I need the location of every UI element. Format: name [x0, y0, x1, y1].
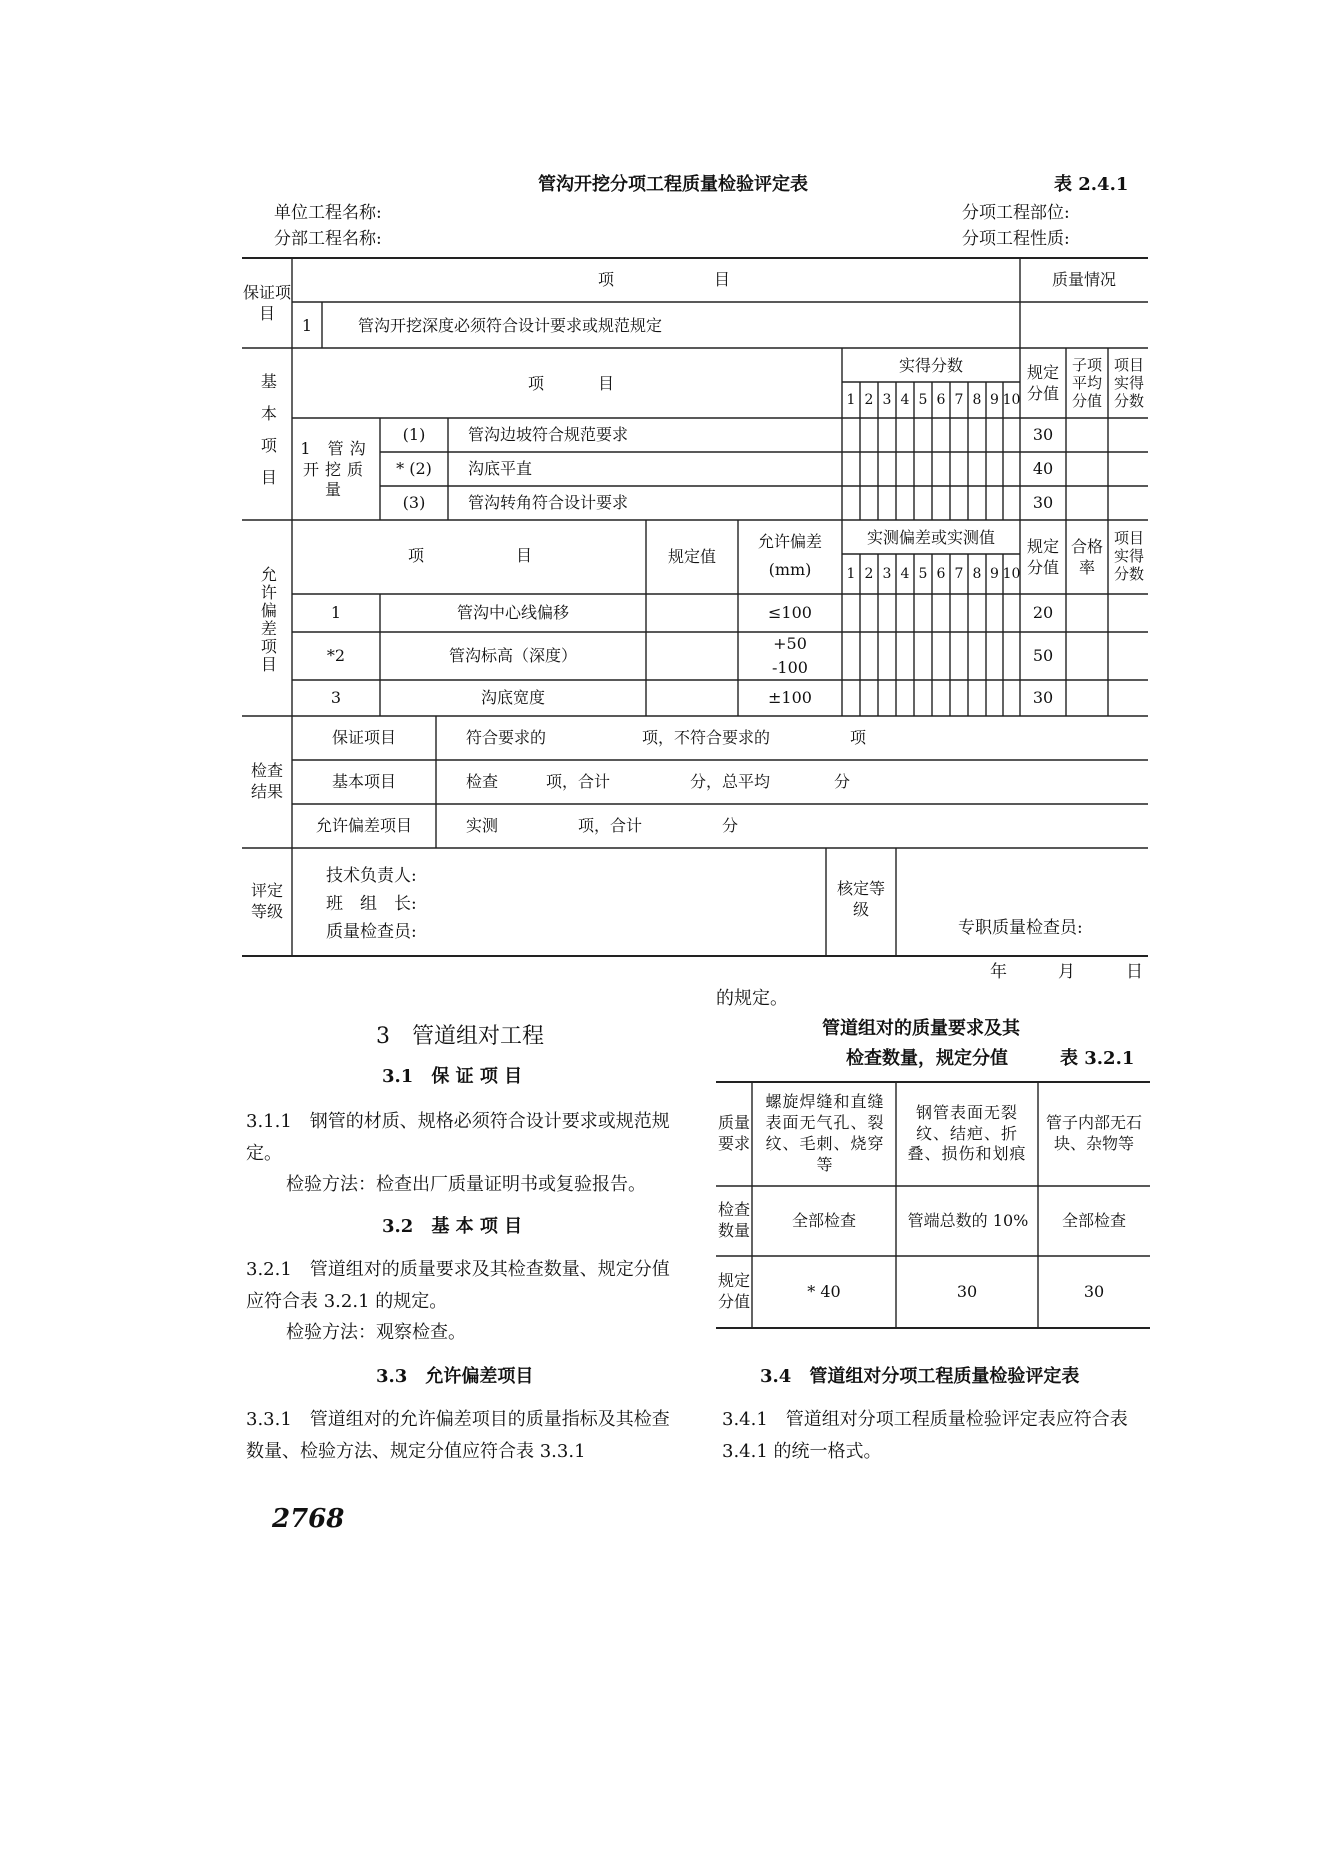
basic-digit-row: 1 2 3 4 5 6 7 8 9 10 — [846, 391, 1021, 408]
cr-basic-label: 基本项目 — [331, 771, 396, 791]
t321-row-2-head: 检查数量 — [717, 1200, 750, 1240]
tol-header-mu: 目 — [515, 545, 532, 565]
cr-guarantee-text: 符合要求的 项，不符合要求的 项 — [466, 727, 867, 747]
cr-tol-text: 实测 项，合计 分 — [466, 815, 739, 835]
sub-avg-header: 子项平均分值 — [1071, 356, 1102, 410]
date-line: 年 月 日 — [990, 962, 1143, 982]
t321-row-1-c2: 钢管表面无裂纹、结疤、折叠、损伤和划痕 — [907, 1102, 1027, 1164]
header-xiang: 项 — [597, 269, 614, 289]
tolerance-header: 允许偏差 — [757, 531, 822, 551]
basic-row-1-text: 管沟边坡符合规范要求 — [468, 424, 629, 444]
sub-part-project-label: 分部工程名称: — [274, 229, 382, 249]
tol-row-1-score: 20 — [1032, 602, 1054, 622]
t321-row-3-c3: 30 — [1083, 1281, 1105, 1301]
verify-grade-label: 核定等级 — [836, 879, 885, 919]
t321-row-2-c1: 全部检查 — [791, 1210, 856, 1230]
tol-header-xiang: 项 — [407, 545, 424, 565]
header-mu: 目 — [713, 269, 730, 289]
tol-row-3-score: 30 — [1032, 687, 1054, 707]
basic-section-label: 基本项目 — [258, 373, 278, 501]
check-result-label: 检查结果 — [250, 761, 283, 801]
basic-row-2-score: 40 — [1032, 458, 1054, 478]
t321-row-1-c3: 管子内部无石块、杂物等 — [1046, 1113, 1143, 1153]
guarantee-section-label: 保证项目 — [242, 283, 291, 323]
tol-item-actual-header: 项目实得分数 — [1113, 529, 1144, 583]
t321-row-2-c3: 全部检查 — [1061, 1210, 1126, 1230]
t321-row-1-c1: 螺旋焊缝和直缝表面无气孔、裂纹、毛刺、烧穿等 — [765, 1092, 885, 1174]
section-3-1-heading: 3.1 保 证 项 目 — [382, 1066, 523, 1087]
t321-row-2-c2: 管端总数的 10% — [907, 1210, 1029, 1230]
measured-header: 实测偏差或实测值 — [866, 527, 995, 547]
tol-row-2-score: 50 — [1032, 645, 1054, 665]
chapter-heading: 3 管道组对工程 — [376, 1024, 544, 1049]
table-number: 表 2.4.1 — [1054, 174, 1129, 195]
section-3-2-heading: 3.2 基 本 项 目 — [382, 1216, 523, 1237]
spec-score-header: 规定分值 — [1026, 363, 1059, 403]
t321-row-3-head: 规定分值 — [717, 1271, 750, 1311]
continuation-text: 的规定。 — [716, 988, 788, 1009]
section-3-4-heading: 3.4 管道组对分项工程质量检验评定表 — [760, 1366, 1080, 1387]
tolerance-section-label: 允许偏差项目 — [258, 566, 278, 674]
tech-lead-label: 技术负责人: — [326, 866, 417, 886]
basic-row-3-text: 管沟转角符合设计要求 — [468, 492, 629, 512]
tol-row-3-tol: ±100 — [768, 687, 812, 707]
basic-group-label: 1 管沟开挖质量 — [300, 438, 372, 500]
tol-spec-score-header: 规定分值 — [1026, 537, 1059, 577]
clause-3-3-1: 3.3.1 管道组对的允许偏差项目的质量指标及其检查数量、检验方法、规定分值应符合表 3.3.1 — [246, 1409, 670, 1462]
basic-row-1-no: (1) — [402, 424, 426, 444]
section-3-3-heading: 3.3 允许偏差项目 — [376, 1366, 534, 1387]
t321-row-1-head: 质量要求 — [717, 1113, 750, 1153]
inspector-label: 质量检查员: — [326, 922, 417, 942]
t321-row-3-c1: * 40 — [807, 1281, 841, 1301]
basic-header-xiang: 项 — [527, 373, 544, 393]
basic-row-1-score: 30 — [1032, 424, 1054, 444]
tol-row-3-no: 3 — [330, 687, 342, 707]
item-nature-label: 分项工程性质: — [962, 229, 1070, 249]
basic-header-mu: 目 — [597, 373, 614, 393]
unit-project-label: 单位工程名称: — [274, 203, 382, 223]
item-actual-header: 项目实得分数 — [1113, 356, 1144, 410]
quality-status-header: 质量情况 — [1051, 269, 1116, 289]
tolerance-mm: (mm) — [768, 559, 812, 579]
table-3-2-1-title-2: 检查数量，规定分值 — [846, 1048, 1008, 1069]
basic-row-3-score: 30 — [1032, 492, 1054, 512]
tol-row-1-text: 管沟中心线偏移 — [456, 602, 569, 622]
basic-row-2-text: 沟底平直 — [468, 458, 533, 478]
clause-3-4-1: 3.4.1 管道组对分项工程质量检验评定表应符合表 3.4.1 的统一格式。 — [722, 1409, 1128, 1462]
page-number: 2768 — [272, 1504, 345, 1534]
quality-inspector-label: 专职质量检查员: — [958, 918, 1083, 938]
t321-row-3-c2: 30 — [956, 1281, 978, 1301]
tol-row-2-tol: +50 -100 — [772, 634, 808, 677]
team-lead-label: 班 组 长: — [326, 894, 417, 914]
table-3-2-1-title-1: 管道组对的质量要求及其 — [822, 1018, 1020, 1039]
pass-rate-header: 合格率 — [1070, 537, 1103, 577]
cr-tol-label: 允许偏差项目 — [315, 815, 412, 835]
tol-row-2-text: 管沟标高（深度） — [448, 645, 577, 665]
tol-digit-row: 1 2 3 4 5 6 7 8 9 10 — [846, 565, 1021, 582]
item-location-label: 分项工程部位: — [962, 203, 1070, 223]
table-title: 管沟开挖分项工程质量检验评定表 — [538, 174, 808, 195]
clause-3-2-1-method: 检验方法：观察检查。 — [286, 1322, 466, 1343]
tol-row-1-no: 1 — [330, 602, 342, 622]
cr-guarantee-label: 保证项目 — [331, 727, 396, 747]
actual-score-header: 实得分数 — [898, 355, 963, 375]
cr-basic-text: 检查 项，合计 分，总平均 分 — [466, 771, 851, 791]
guarantee-row-text: 管沟开挖深度必须符合设计要求或规范规定 — [358, 315, 663, 335]
basic-row-3-no: (3) — [402, 492, 426, 512]
guarantee-row-no: 1 — [301, 315, 313, 335]
clause-3-1-1-method: 检验方法：检查出厂质量证明书或复验报告。 — [286, 1174, 646, 1195]
grade-label: 评定等级 — [250, 881, 283, 921]
clause-3-1-1: 3.1.1 钢管的材质、规格必须符合设计要求或规范规定。 — [246, 1111, 670, 1164]
tol-row-2-no: *2 — [326, 645, 346, 665]
tol-row-3-text: 沟底宽度 — [480, 687, 545, 707]
clause-3-2-1: 3.2.1 管道组对的质量要求及其检查数量、规定分值应符合表 3.2.1 的规定。 — [246, 1259, 670, 1312]
table-3-2-1-number: 表 3.2.1 — [1060, 1048, 1135, 1069]
basic-row-2-no: * (2) — [396, 458, 432, 478]
spec-value-header: 规定值 — [667, 546, 716, 566]
tol-row-1-tol: ≤100 — [768, 602, 812, 622]
